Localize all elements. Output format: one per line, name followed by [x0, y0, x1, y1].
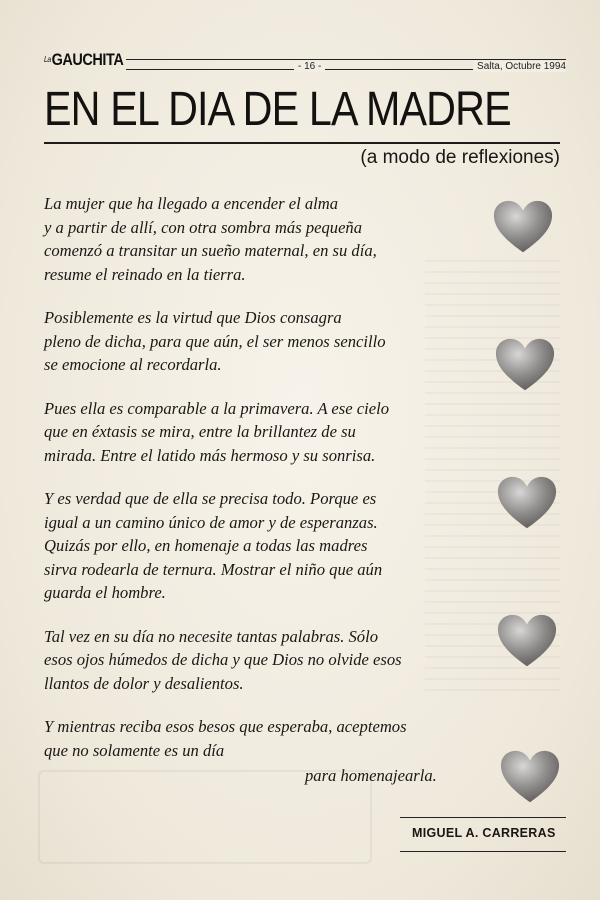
heart-icon [496, 474, 558, 532]
poem-line: y a partir de allí, con otra sombra más pequeña [44, 217, 363, 237]
poem-line: llantos de dolor y desalientos. [44, 673, 244, 693]
poem-line: que en éxtasis se mira, entre la brillantez de su [44, 422, 356, 441]
poem-line: Y es verdad que de ella se precisa todo. Porque es [44, 489, 377, 508]
logo-text: GAUCHITA [51, 50, 124, 69]
poem-stanza [44, 306, 464, 377]
title-rule [44, 142, 560, 144]
poem-line: La mujer que ha llegado a encender el alma [44, 194, 339, 213]
poem-stanza [44, 487, 464, 605]
poem-line: se emocione al recordarla. [44, 355, 222, 374]
heart-icon [492, 198, 554, 256]
poem-line: mirada. Entre el latido más hermoso y su sonrisa. [44, 445, 376, 465]
poem-line: resume el reinado en la tierra. [44, 264, 246, 284]
poem-body [44, 192, 464, 782]
author-rule-bottom [400, 851, 566, 852]
article-subtitle: (a modo de reflexiones) [360, 147, 560, 168]
page-number: - 16 - [294, 61, 325, 72]
poem-line: guarda el hombre. [44, 583, 166, 602]
dateline: Salta, Octubre 1994 [473, 61, 566, 72]
poem-stanza [44, 192, 464, 286]
publication-logo [44, 50, 123, 70]
poem-line: esos ojos húmedos de dicha y que Dios no olvide esos [44, 650, 402, 669]
poem-stanza [44, 397, 464, 468]
article-title: EN EL DIA DE LA MADRE [44, 83, 511, 136]
header-rule-top [126, 59, 566, 60]
heart-icon [496, 612, 558, 670]
poem-line: igual a un camino único de amor y de esperanzas. [44, 512, 378, 532]
poem-line: comenzó a transitar un sueño maternal, en su día, [44, 241, 377, 260]
poem-line: Tal vez en su día no necesite tantas palabras. Sólo [44, 626, 379, 646]
poem-line: Y mientras reciba esos besos que esperaba, aceptemos [44, 717, 407, 736]
heart-icon [494, 336, 556, 394]
poem-line: que no solamente es un día [44, 740, 225, 760]
poem-line: Posiblemente es la virtud que Dios consagra [44, 308, 342, 327]
page-header [44, 50, 566, 74]
poem-line: Quizás por ello, en homenaje a todas las madres [44, 536, 368, 555]
heart-icon [499, 748, 561, 806]
author-rule-top [400, 817, 566, 818]
poem-line: sirva rodearla de ternura. Mostrar el niño que aún [44, 559, 383, 579]
poem-stanza [44, 715, 464, 762]
closing-line: para homenajearla. [305, 766, 437, 785]
poem-line: Pues ella es comparable a la primavera. A ese cielo [44, 398, 390, 418]
logo-prefix: La [44, 55, 51, 64]
author-name: MIGUEL A. CARRERAS [412, 826, 556, 840]
poem-line: pleno de dicha, para que aún, el ser menos sencillo [44, 331, 386, 351]
poem-stanza [44, 625, 464, 696]
